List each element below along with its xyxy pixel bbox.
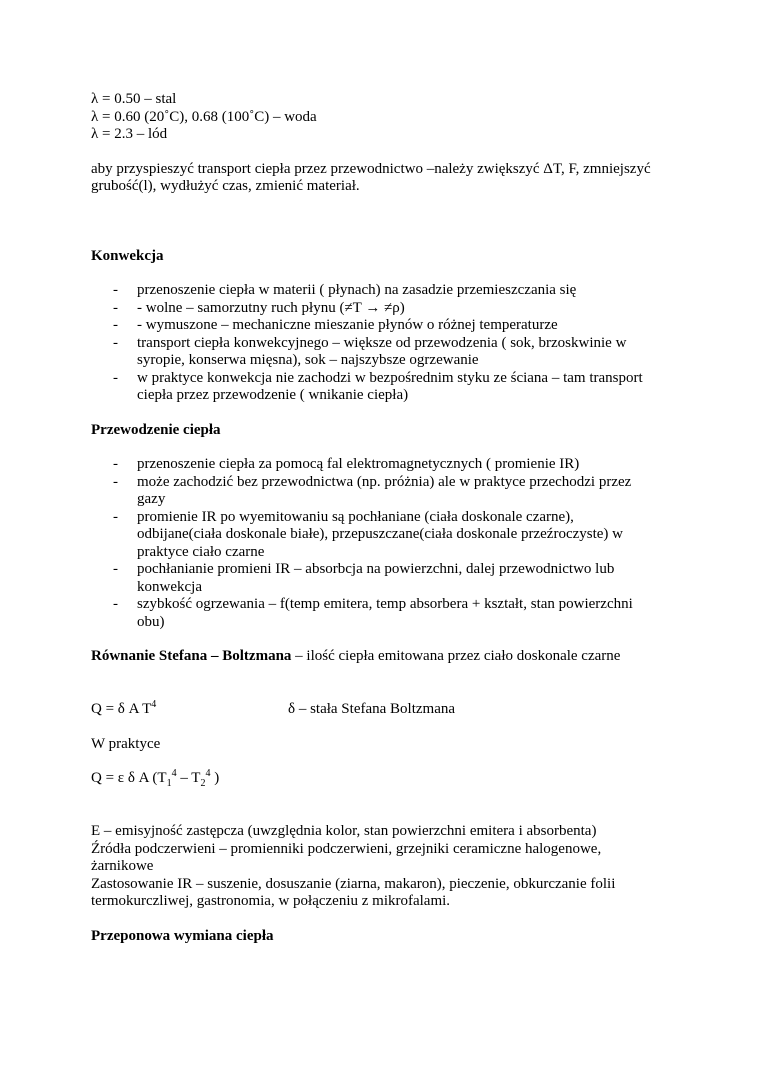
konwekcja-list [91,282,681,405]
emissivity-note: E – emisyjność zastępcza (uwzględnia kolor, stan powierzchni emitera i absorbenta) [91,823,597,839]
konwekcja-heading: Konwekcja [91,247,164,264]
stefan-boltzmann-description: – ilość ciepła emitowana przez ciało doskonale czarne [291,648,621,664]
sigma-description: δ – stała Stefana Boltzmana [288,700,456,717]
ir-applications-note-cont: termokurczliwej, gastronomia, w połączeniu z mikrofalami. [91,893,451,909]
lambda-water: λ = 0.60 (20˚C), 0.68 (100˚C) – woda [91,108,317,125]
document-page [91,91,681,945]
lambda-ice: λ = 2.3 – lód [91,126,168,142]
przewodzenie-heading: Przewodzenie ciepła [91,421,221,438]
list-item: - przenoszenie ciepła za pomocą fal elektromagnetycznych ( promienie IR) [91,456,681,474]
list-item: - - wolne – samorzutny ruch płynu (≠T → ≠ρ) [91,300,681,318]
list-item: - w praktyce konwekcja nie zachodzi w bezpośrednim styku ze ściana – tam transport ciepła przez przewodzenie ( wnikanie ciepła) [91,370,681,405]
w-praktyce-label: W praktyce [91,735,161,752]
formula-practical: Q = ε δ A ($T_1^4 - T_2^4$ ) [91,768,220,789]
lambda-steel: λ = 0.50 – stal [91,91,177,107]
list-item: - przenoszenie ciepła w materii ( płynach) na zasadzie przemieszczania się [91,282,681,300]
ir-sources-note-cont: żarnikowe [91,858,154,874]
lambda-values [91,91,681,144]
list-item: - transport ciepła konwekcyjnego – większe od przewodzenia ( sok, brzoskwinie w syropie, konserwa mięsna), sok – najszybsze ogrzewanie [91,335,681,370]
formula-q-main: Q = δ A T [91,700,152,717]
przewodzenie-list [91,456,681,631]
ir-applications-note: Zastosowanie IR – suszenie, dosuszanie (ziarna, makaron), pieczenie, obkurczanie folii [91,875,616,892]
list-item: - szybkość ogrzewania – f(temp emitera, temp absorbera + kształt, stan powierzchni obu) [91,596,681,631]
list-item: - pochłanianie promieni IR – absorbcja na powierzchni, dalej przewodnictwo lub konwekcja [91,561,681,596]
list-item: - - wymuszone – mechaniczne mieszanie płynów o różnej temperaturze [91,317,681,335]
formula-exponent: 4 [151,698,157,710]
ir-sources-note: Źródła podczerwieni – promienniki podczerwieni, grzejniki ceramiczne halogenowe, [91,840,602,857]
speedup-paragraph [91,161,681,196]
stefan-boltzmann-name: Równanie Stefana – Boltzmana [91,648,292,664]
notes-paragraph [91,823,681,911]
speedup-line-1: aby przyspieszyć transport ciepła przez przewodnictwo –należy zwiększyć ΔT, F, zmniejszyć [91,160,651,177]
formula-stefan-boltzmann [91,698,681,719]
przeponowa-heading: Przeponowa wymiana ciepła [91,927,274,944]
speedup-line-2: grubość(l), wydłużyć czas, zmienić materiał. [91,178,360,194]
list-item: - może zachodzić bez przewodnictwa (np. próżnia) ale w praktyce przechodzi przez gazy [91,474,681,509]
stefan-boltzmann-title [91,648,681,666]
list-item: - promienie IR po wyemitowaniu są pochłaniane (ciała doskonale czarne), odbijane(ciała doskonale białe), przepuszczane(ciała doskonale przeźroczyste) w praktyce ciało czarne [91,509,681,562]
